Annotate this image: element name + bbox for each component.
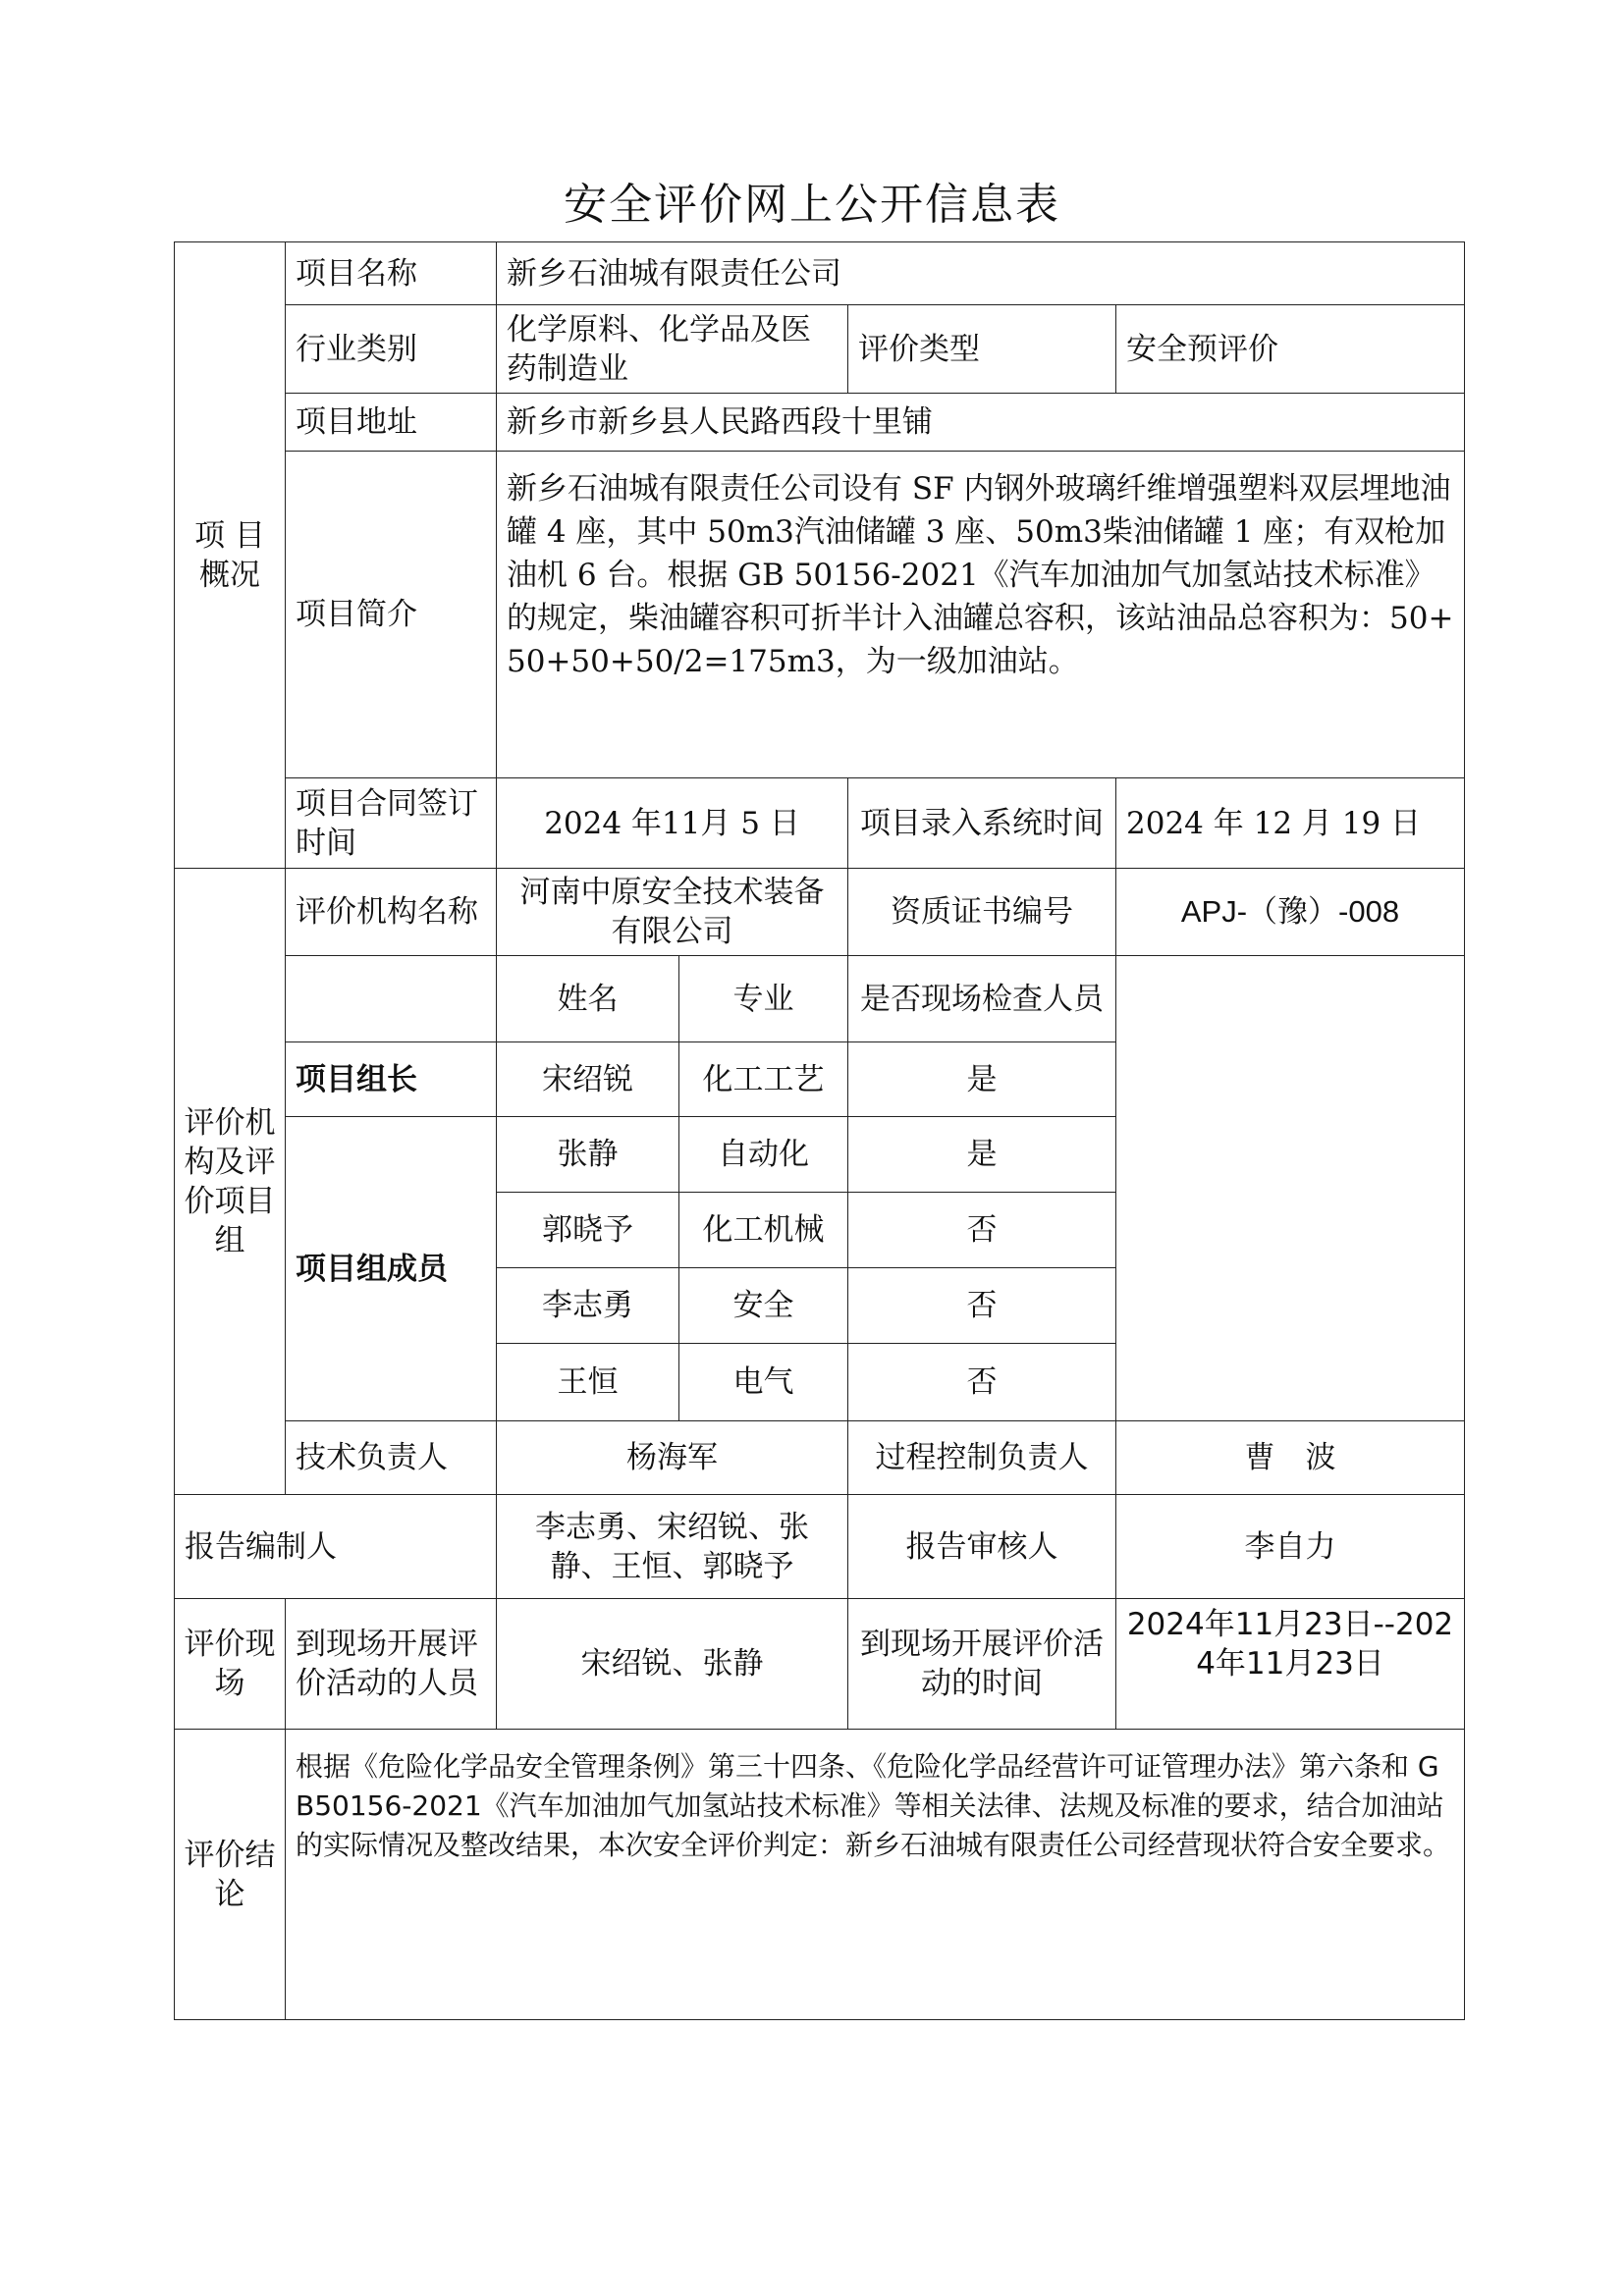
intro-text: 新乡石油城有限责任公司设有 SF 内钢外玻璃纤维增强塑料双层埋地油罐 4 座，其中 50m3汽油储罐 3 座、50m3柴油储罐 1 座；有双枪加油机 6 台。根据 GB 50156-2021《汽车加油加气加氢站技术标准》的规定，柴油罐容积可折半计入油罐总容积，该站油品总容积为：50+50+50+50/2=175m3，为一级加油站。 bbox=[497, 452, 1465, 778]
report-author-label: 报告编制人 bbox=[175, 1495, 497, 1599]
leader-onsite: 是 bbox=[848, 1042, 1116, 1117]
member-onsite: 是 bbox=[848, 1117, 1116, 1193]
member-name: 郭晓予 bbox=[497, 1193, 679, 1268]
report-reviewer-label: 报告审核人 bbox=[848, 1495, 1116, 1599]
row-conclusion bbox=[175, 1730, 1465, 2020]
industry-label: 行业类别 bbox=[286, 305, 497, 394]
process-lead-value: 曹 波 bbox=[1116, 1421, 1465, 1495]
member-onsite: 否 bbox=[848, 1193, 1116, 1268]
org-name-label: 评价机构名称 bbox=[286, 869, 497, 956]
eval-type-label: 评价类型 bbox=[848, 305, 1116, 394]
row-leads bbox=[175, 1421, 1465, 1495]
report-authors: 李志勇、宋绍锐、张静、王恒、郭晓予 bbox=[497, 1495, 848, 1599]
member-onsite: 否 bbox=[848, 1268, 1116, 1344]
org-name-value: 河南中原安全技术装备有限公司 bbox=[497, 869, 848, 956]
intro-label: 项目简介 bbox=[286, 452, 497, 778]
row-intro bbox=[175, 452, 1465, 778]
member-name: 王恒 bbox=[497, 1344, 679, 1421]
contract-time-value: 2024 年11月 5 日 bbox=[497, 778, 848, 869]
row-project-name bbox=[175, 242, 1465, 305]
row-times bbox=[175, 778, 1465, 869]
col-header-major: 专业 bbox=[679, 956, 848, 1042]
tech-lead-label: 技术负责人 bbox=[286, 1421, 497, 1495]
agency-section-label: 评价机构及评价项目组 bbox=[175, 869, 286, 1495]
cert-label: 资质证书编号 bbox=[848, 869, 1116, 956]
address-label: 项目地址 bbox=[286, 394, 497, 452]
contract-time-label: 项目合同签订时间 bbox=[286, 778, 497, 869]
overview-section-label: 项 目概况 bbox=[175, 242, 286, 869]
col-header-name: 姓名 bbox=[497, 956, 679, 1042]
member-major: 化工机械 bbox=[679, 1193, 848, 1268]
row-report bbox=[175, 1495, 1465, 1599]
member-name: 张静 bbox=[497, 1117, 679, 1193]
team-blank-cell bbox=[1116, 956, 1465, 1421]
site-people: 宋绍锐、张静 bbox=[497, 1599, 848, 1730]
report-reviewer: 李自力 bbox=[1116, 1495, 1465, 1599]
member-major: 电气 bbox=[679, 1344, 848, 1421]
team-header-blank bbox=[286, 956, 497, 1042]
row-site bbox=[175, 1599, 1465, 1730]
col-header-onsite: 是否现场检查人员 bbox=[848, 956, 1116, 1042]
conclusion-text: 根据《危险化学品安全管理条例》第三十四条、《危险化学品经营许可证管理办法》第六条和 GB50156-2021《汽车加油加气加氢站技术标准》等相关法律、法规及标准的要求，结合加油站的实际情况及整改结果，本次安全评价判定：新乡石油城有限责任公司经营现状符合安全要求。 bbox=[286, 1730, 1465, 2020]
project-name-label: 项目名称 bbox=[286, 242, 497, 305]
entry-time-label: 项目录入系统时间 bbox=[848, 778, 1116, 869]
member-major: 自动化 bbox=[679, 1117, 848, 1193]
site-people-label: 到现场开展评价活动的人员 bbox=[286, 1599, 497, 1730]
conclusion-section-label: 评价结论 bbox=[175, 1730, 286, 2020]
row-address bbox=[175, 394, 1465, 452]
member-name: 李志勇 bbox=[497, 1268, 679, 1344]
member-onsite: 否 bbox=[848, 1344, 1116, 1421]
page-title: 安全评价网上公开信息表 bbox=[564, 180, 1060, 230]
process-lead-label: 过程控制负责人 bbox=[848, 1421, 1116, 1495]
cert-number: APJ-（豫）-008 bbox=[1116, 869, 1465, 956]
disclosure-table bbox=[174, 241, 1465, 2020]
members-label: 项目组成员 bbox=[286, 1117, 497, 1421]
site-time: 2024年11月23日--2024年11月23日 bbox=[1116, 1599, 1465, 1730]
leader-major: 化工工艺 bbox=[679, 1042, 848, 1117]
tech-lead-value: 杨海军 bbox=[497, 1421, 848, 1495]
entry-time-value: 2024 年 12 月 19 日 bbox=[1116, 778, 1465, 869]
address-value: 新乡市新乡县人民路西段十里铺 bbox=[497, 394, 1465, 452]
row-org bbox=[175, 869, 1465, 956]
site-section-label: 评价现场 bbox=[175, 1599, 286, 1730]
site-time-label: 到现场开展评价活动的时间 bbox=[848, 1599, 1116, 1730]
leader-label: 项目组长 bbox=[286, 1042, 497, 1117]
project-name-value: 新乡石油城有限责任公司 bbox=[497, 242, 1465, 305]
industry-value: 化学原料、化学品及医药制造业 bbox=[497, 305, 848, 394]
leader-name: 宋绍锐 bbox=[497, 1042, 679, 1117]
eval-type-value: 安全预评价 bbox=[1116, 305, 1465, 394]
member-major: 安全 bbox=[679, 1268, 848, 1344]
row-team-header bbox=[175, 956, 1465, 1042]
row-industry bbox=[175, 305, 1465, 394]
